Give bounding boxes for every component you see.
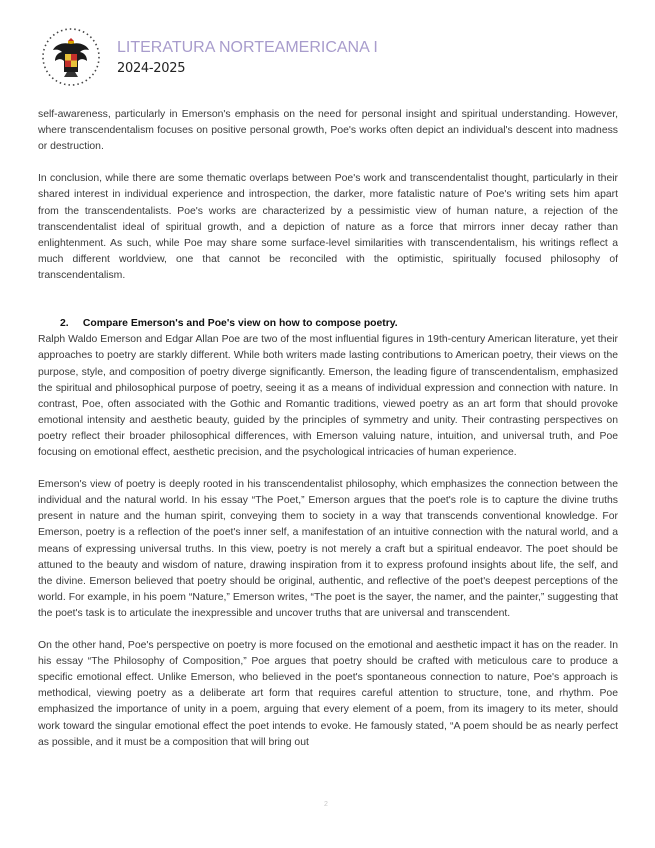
page-number: 2: [324, 801, 328, 808]
paragraph: self-awareness, particularly in Emerson's emphasis on the need for personal insight and spiritual understanding. However, where transcendentalism focuses on positive personal growth, Poe's works often depict an individual's descent into madness or destruction.: [38, 109, 618, 153]
page-header: [0, 0, 655, 100]
section-heading: [38, 316, 618, 332]
paragraph: On the other hand, Poe's perspective on poetry is more focused on the emotional and aesthetic impact it has on the reader. In his essay “The Philosophy of Composition,” Poe argues that poetry should be crafted with meticulous care to produce a specific emotional effect. Unlike Emerson, who believed in the poet's spontaneous connection to nature, Poe's approach is methodical, viewing poetry as a deliberate art form that requires careful attention to structure, tone, and rhythm. Poe emphasized the importance of unity in a poem, arguing that every element of a poem, from its imagery to its meter, should work toward the singular emotional effect the poet intends to evoke. He famously stated, “A poem should be as nearly perfect as possible, and it must be a composition that will bring out: [38, 640, 618, 748]
university-crest-icon: [40, 26, 102, 88]
section-number: 2.: [60, 318, 69, 330]
paragraph: In conclusion, while there are some thematic overlaps between Poe's work and transcendentalist thought, particularly in their shared interest in individual experience and introspection, the darker, more fatalistic nature of Poe's writing sets him apart from the transcendentalists. Poe's works are characterized by a pessimistic view of human nature, a rejection of the transcendentalist ideal of spiritual growth, and a depiction of nature as a force that mirrors inner decay rather than enlightenment. As such, while Poe may share some surface-level similarities with transcendentalism, his writings reflect a much different worldview, one that cannot be reconciled with the optimistic, spiritually focused philosophy of transcendentalism.: [38, 173, 618, 281]
paragraph: Emerson's view of poetry is deeply rooted in his transcendentalist philosophy, which emphasizes the connection between the individual and the natural world. In his essay “The Poet,” Emerson argues that the poet's role is to capture the divine truths present in nature and the human spirit, conveying them to society in a way that transcends conventional knowledge. For Emerson, poetry is a reflection of the poet's inner self, a manifestation of an intuitive connection with the natural world, and a means of expressing universal truths. In this view, poetry is not merely a craft but a spiritual endeavor. The poet should be attuned to the beauty and wisdom of nature, drawing inspiration from it to express profound insights about life, the self, and the divine. Emerson believed that poetry should be original, authentic, and reflective of the poet's deepest perceptions of the world. For example, in his poem “Nature,” Emerson writes, “The poet is the sayer, the namer, and the painter,” suggesting that the poet's task is to articulate the inexpressible and uncover truths that are universal and transcendent.: [38, 479, 618, 619]
paragraph: Ralph Waldo Emerson and Edgar Allan Poe are two of the most influential figures in 19th-century American literature, yet their approaches to poetry are starkly different. While both writers made lasting contributions to American poetry, their views on the purpose, style, and composition of poetry diverge significantly. Emerson, the leading figure of transcendentalism, emphasized the spiritual and philosophical purpose of poetry, seeing it as a means of individual expression and connection with nature. In contrast, Poe, often associated with the Gothic and Romantic traditions, viewed poetry as an art form that should provoke emotional intensity and aesthetic beauty, guided by the principles of symmetry and unity. Their contrasting perspectives on poetry reflect their broader philosophical differences, with Emerson valuing nature, intuition, and universal truth, and Poe focusing on emotional effect, aesthetic precision, and the psychological intricacies of human experience.: [38, 334, 618, 458]
course-title: LITERATURA NORTEAMERICANA I: [117, 39, 378, 56]
document-body: [38, 107, 618, 751]
academic-year: 2024-2025: [117, 61, 186, 76]
section-heading-text: Compare Emerson's and Poe's view on how to compose poetry.: [82, 318, 398, 330]
